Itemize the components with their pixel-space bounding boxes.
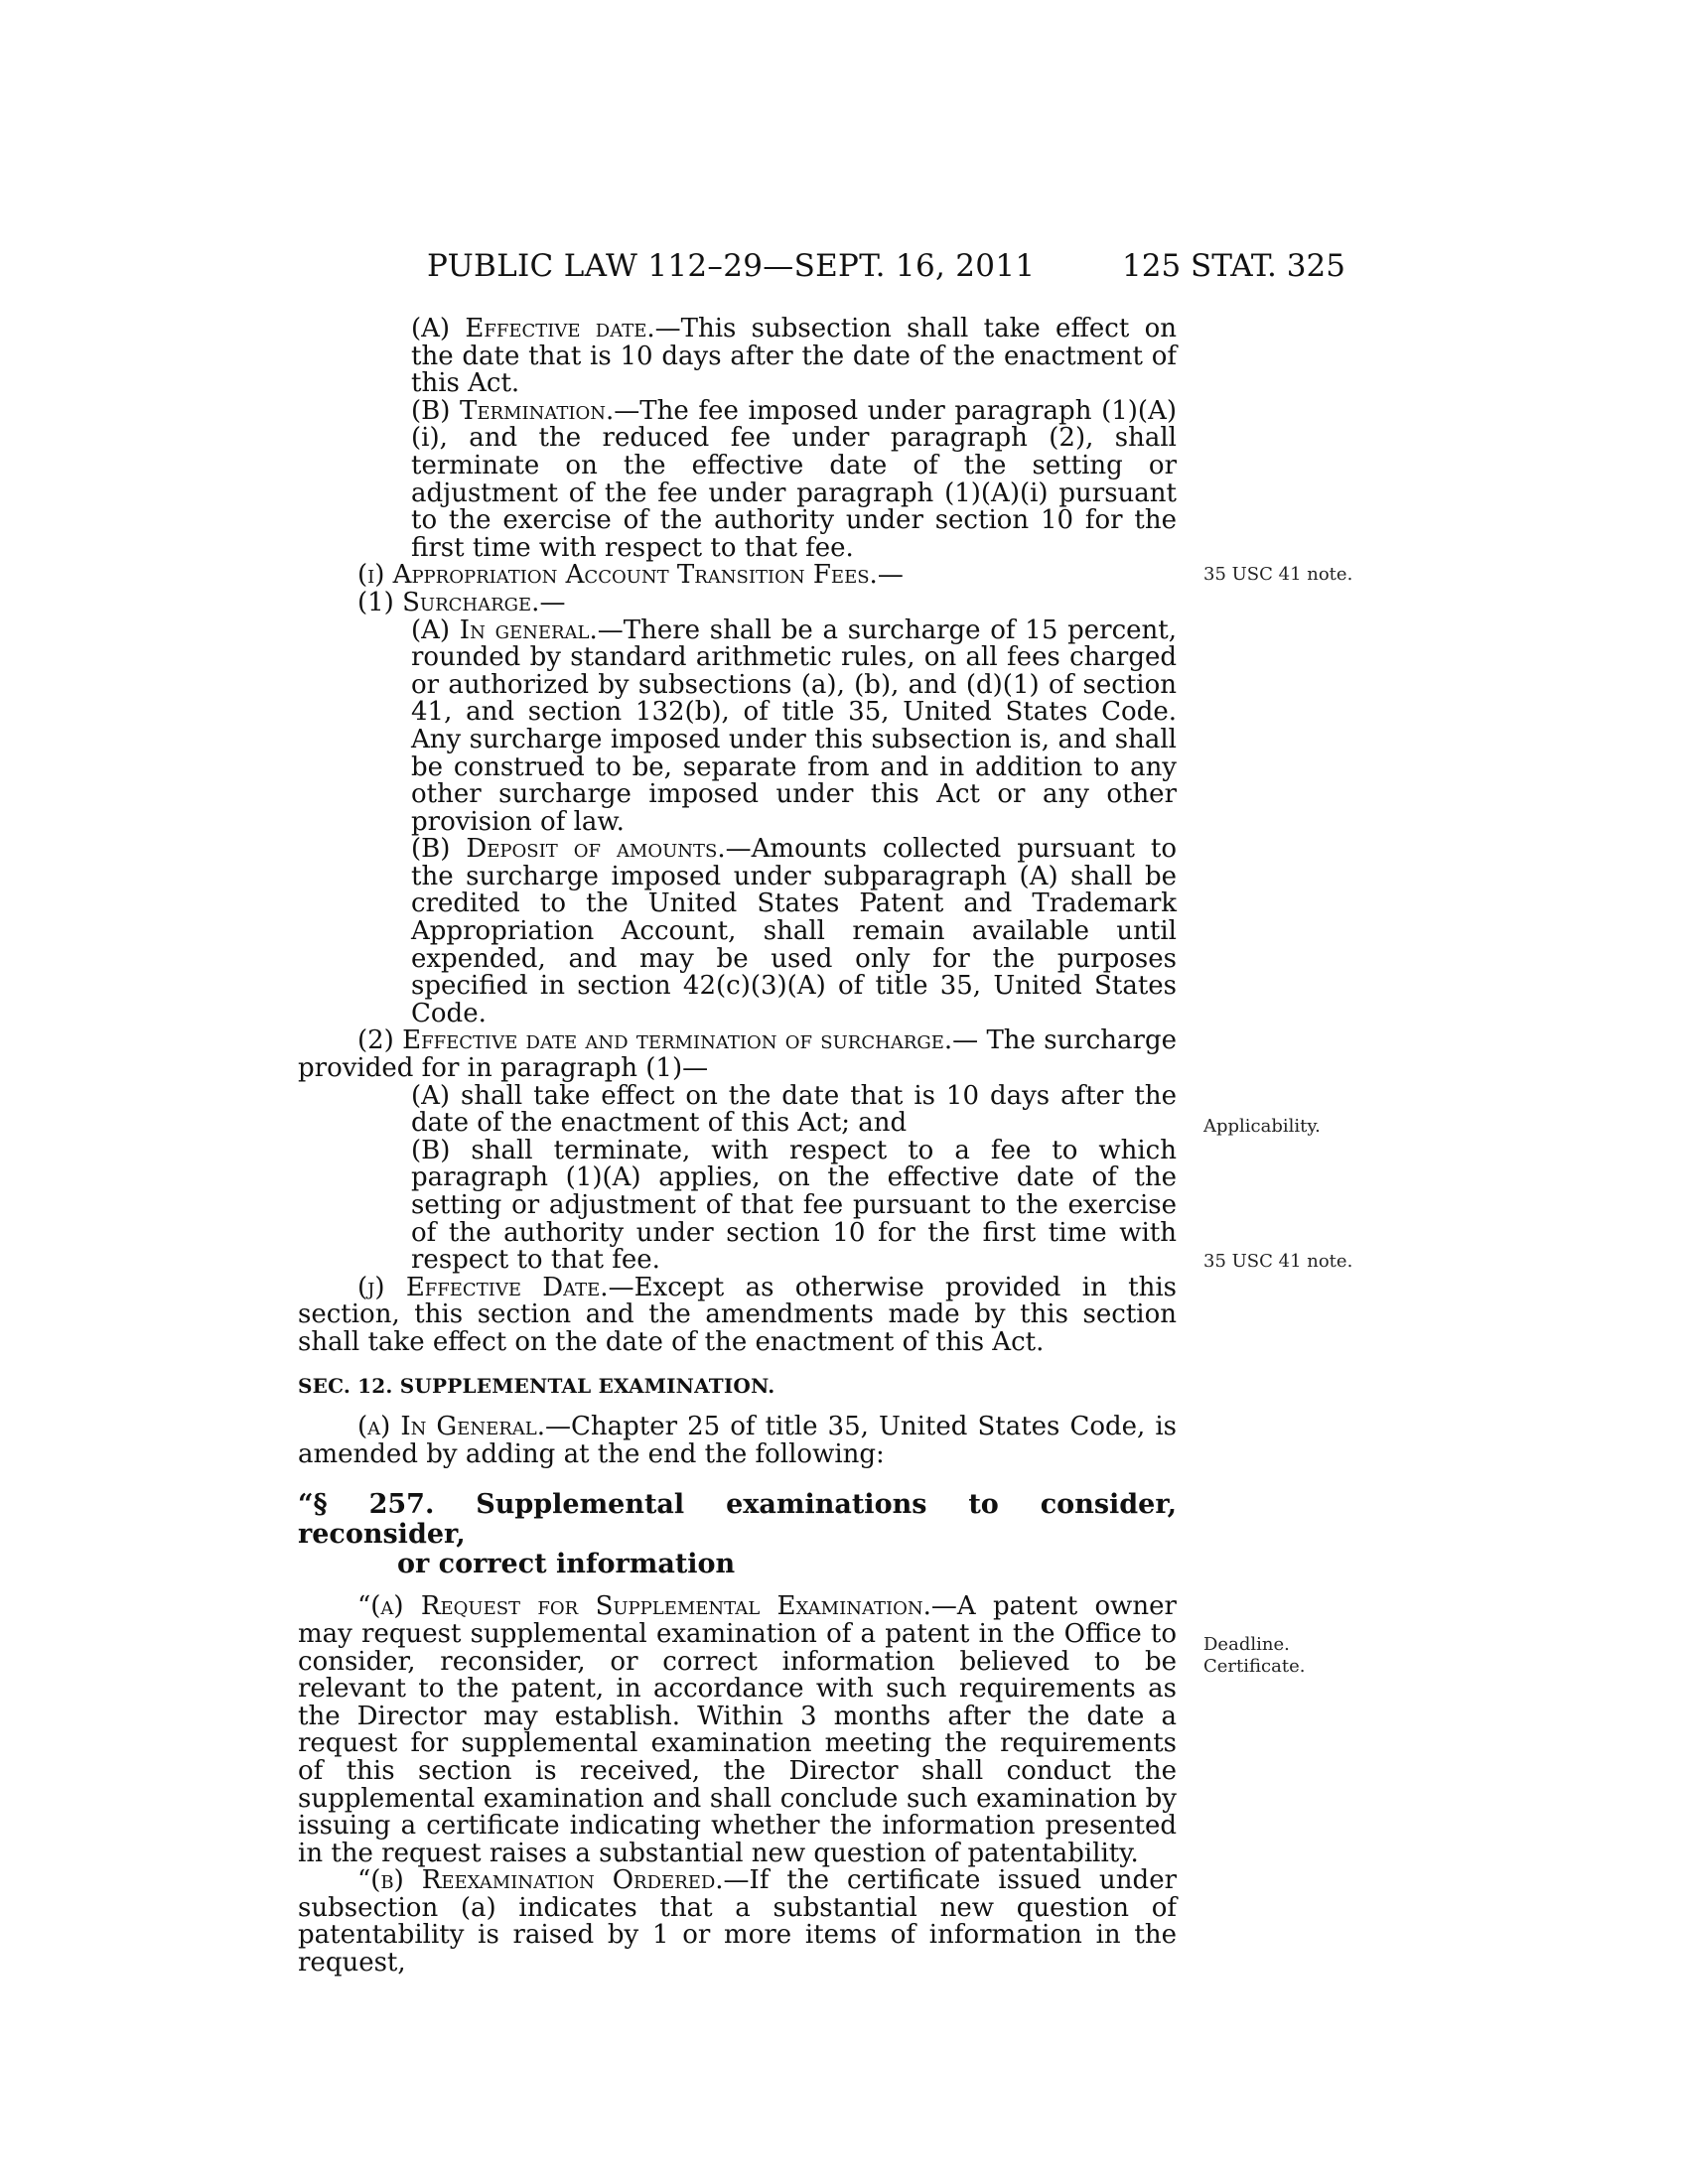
paragraph-deposit-of-amounts: (B) Deposit of amounts.—Amounts collected pursuant to the surcharge imposed under subparagraph (A) shall be credited to the United States Patent and Trademark Appropriation Account, shall remain available until expended, and may be used only for the purposes specified in section 42(c)(3)(A) of title 35, United States Code. [411,834,1177,1028]
section-title-line-1: “§ 257. Supplemental examinations to consider, reconsider, [298,1489,1177,1551]
running-header-title: PUBLIC LAW 112–29—SEPT. 16, 2011 [427,248,1036,284]
document-body [298,316,1177,1978]
paragraph-termination: (B) Termination.—The fee imposed under paragraph (1)(A)(i), and the reduced fee under paragraph (2), shall terminate on the effective date of the setting or adjustment of the fee under paragraph (1)(A)(i) pursuant to the exercise of the authority under section 10 for the first time with respect to that fee. [411,395,1177,563]
paragraph-surcharge-heading: (1) Surcharge.— [357,587,566,617]
paragraph-reexamination-ordered: “(b) Reexamination Ordered.—If the certificate issued under subsection (a) indicates that a substantial new question of patentability is raised by 1 or more items of information in the request, [298,1865,1178,1979]
margin-note-deadline: Deadline. [1203,1634,1290,1655]
paragraph-effective-date: (A) Effective date.—This subsection shall take effect on the date that is 10 days after the date of the enactment of this Act. [411,314,1178,399]
paragraph-request-supplemental-examination: “(a) Request for Supplemental Examination.—A patent owner may request supplemental examination of a patent in the Office to consider, reconsider, or correct information believed to be relevant to the patent, in accordance with such requirements as the Director may establish. Within 3 months after the date a request for supplemental examination meeting the requirements of this section is received, the Director shall conduct the supplemental examination and shall conclude such examination by issuing a certificate indicating whether the information presented in the request raises a substantial new question of patentability. [298,1591,1177,1868]
margin-note-35-usc-41-note-2: 35 USC 41 note. [1203,1251,1353,1272]
subsection-i-heading: (i) Appropriation Account Transition Fees.— [357,560,904,591]
section-heading: SEC. 12. SUPPLEMENTAL EXAMINATION. [298,1373,775,1398]
clause-terminate: (B) shall terminate, with respect to a fee to which paragraph (1)(A) applies, on the effective date of the setting or adjustment of that fee pursuant to the exercise of the authority under section 10 for the first time with respect to that fee. [411,1135,1177,1276]
margin-note-applicability: Applicability. [1203,1116,1321,1137]
section-257-title [298,1490,1177,1579]
margin-note-certificate: Certificate. [1203,1656,1306,1677]
paragraph-a-in-general: (a) In General.—Chapter 25 of title 35, United States Code, is amended by adding at the end the following: [298,1412,1178,1469]
subsection-j-effective-date: (j) Effective Date.—Except as otherwise provided in this section, this section and the amendments made by this section shall take effect on the date of the enactment of this Act. [298,1272,1177,1357]
margin-note-35-usc-41-note: 35 USC 41 note. [1203,564,1353,585]
running-header-page-ref: 125 STAT. 325 [1122,248,1345,284]
paragraph-in-general: (A) In general.—There shall be a surcharge of 15 percent, rounded by standard arithmetic rules, on all fees charged or authorized by subsections (a), (b), and (d)(1) of section 41, and section 132(b), of title 35, United States Code. Any surcharge imposed under this subsection is, and shall be construed to be, separate from and in addition to any other surcharge imposed under this Act or any other provision of law. [411,614,1177,837]
section-title-line-2: or correct information [397,1549,736,1580]
paragraph-effective-date-termination-surcharge: (2) Effective date and termination of surcharge.— The surcharge provided for in paragraph (1)— [298,1025,1177,1084]
clause-take-effect: (A) shall take effect on the date that is 10 days after the date of the enactment of this Act; and [411,1080,1177,1139]
